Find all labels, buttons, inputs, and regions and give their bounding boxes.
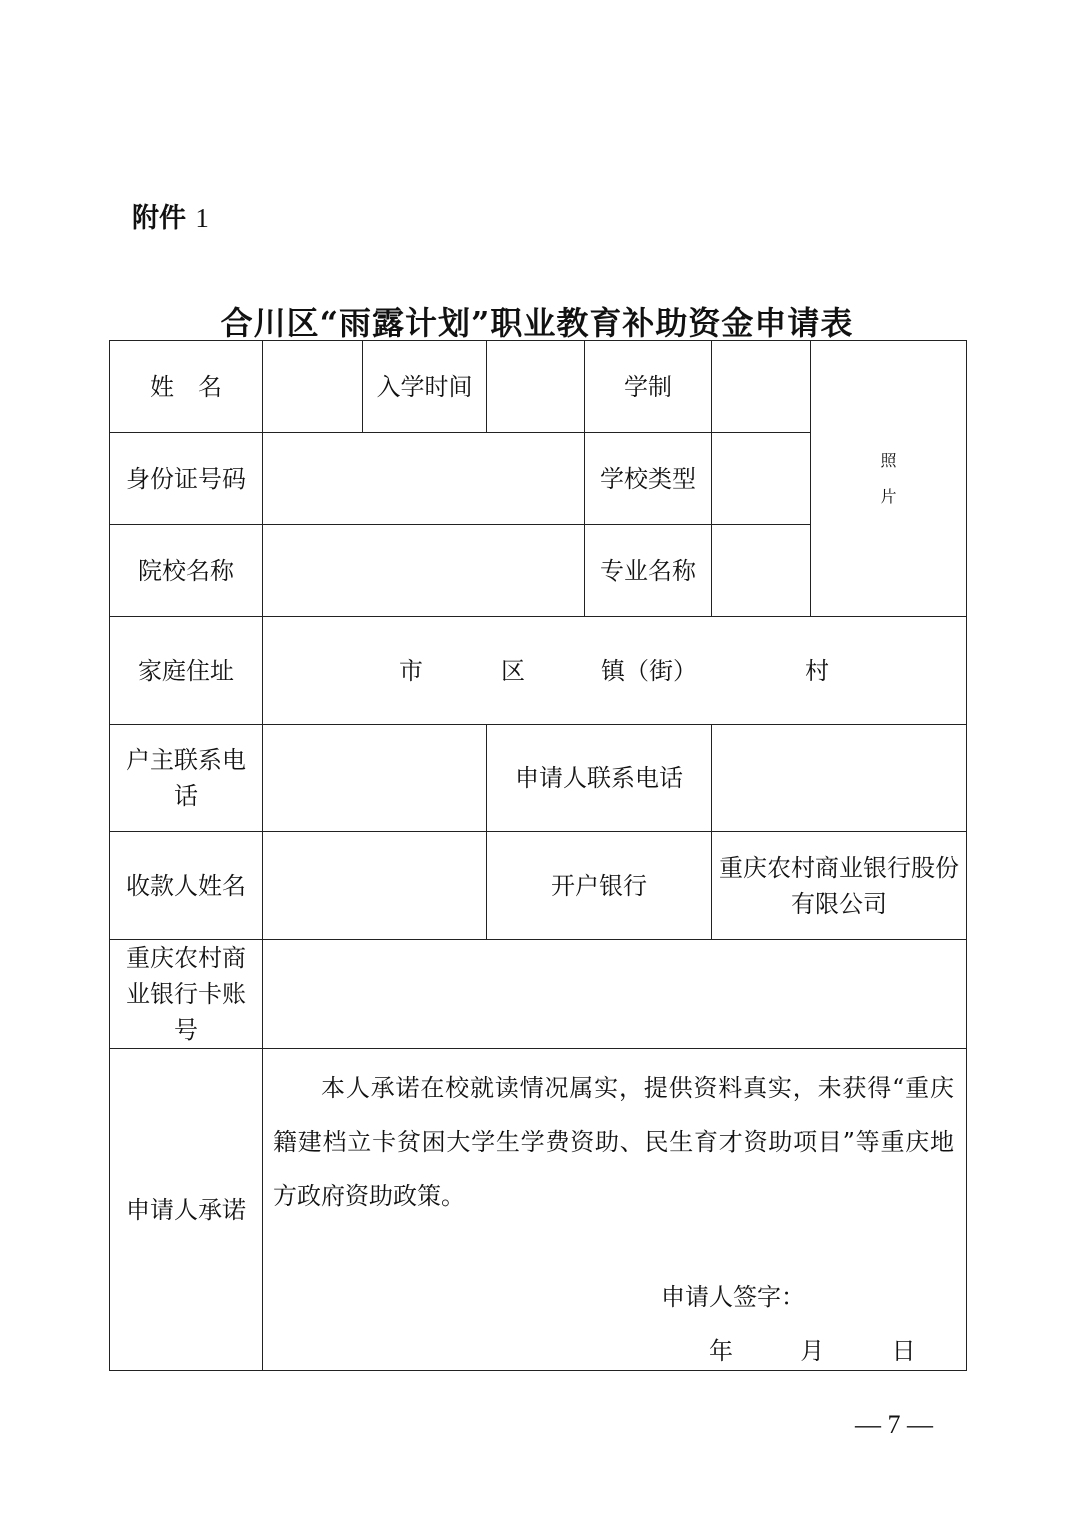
account-field[interactable] — [263, 940, 967, 1049]
signature-label[interactable]: 申请人签字： — [661, 1283, 805, 1311]
photo-label-1: 照 — [880, 450, 897, 470]
duration-label: 学制 — [585, 341, 712, 433]
major-field[interactable] — [712, 525, 811, 617]
attachment-label — [132, 196, 209, 235]
school-name-label: 院校名称 — [110, 525, 263, 617]
name-field[interactable] — [263, 341, 363, 433]
applicant-phone-field[interactable] — [712, 725, 967, 832]
form-title: 合川区“雨露计划”职业教育补助资金申请表 — [220, 304, 854, 342]
school-name-field[interactable] — [263, 525, 585, 617]
bank-value: 重庆农村商业银行股份有限公司 — [712, 832, 967, 940]
application-form-table — [109, 340, 967, 1371]
date-line[interactable] — [709, 1333, 916, 1369]
enroll-label: 入学时间 — [363, 341, 487, 433]
pledge-cell — [263, 1049, 967, 1371]
head-phone-label: 户主联系电话 — [110, 725, 263, 832]
date-year: 年 — [709, 1337, 733, 1365]
address-village: 村 — [805, 656, 829, 685]
account-label: 重庆农村商业银行卡账号 — [110, 940, 263, 1049]
date-month: 月 — [800, 1337, 825, 1365]
name-label: 姓 名 — [110, 341, 263, 433]
pledge-text: 本人承诺在校就读情况属实，提供资料真实，未获得“重庆籍建档立卡贫困大学生学费资助、民生育才资助项目”等重庆地方政府资助政策。 — [273, 1074, 954, 1210]
date-day: 日 — [891, 1337, 916, 1365]
address-city: 市 — [399, 656, 423, 685]
attachment-number: 1 — [195, 203, 209, 233]
payee-field[interactable] — [263, 832, 487, 940]
pledge-label: 申请人承诺 — [110, 1049, 263, 1371]
major-label: 专业名称 — [585, 525, 712, 617]
id-field[interactable] — [263, 433, 585, 525]
address-town: 镇（街） — [601, 656, 697, 685]
address-field[interactable] — [263, 617, 967, 725]
attachment-text: 附件 — [132, 203, 186, 234]
bank-label: 开户银行 — [487, 832, 712, 940]
applicant-phone-label: 申请人联系电话 — [487, 725, 712, 832]
address-district: 区 — [501, 656, 525, 685]
photo-box[interactable] — [811, 341, 967, 617]
enroll-field[interactable] — [487, 341, 585, 433]
id-label: 身份证号码 — [110, 433, 263, 525]
school-type-field[interactable] — [712, 433, 811, 525]
school-type-label: 学校类型 — [585, 433, 712, 525]
page-number: — 7 — — [855, 1410, 933, 1439]
head-phone-field[interactable] — [263, 725, 487, 832]
payee-label: 收款人姓名 — [110, 832, 263, 940]
duration-field[interactable] — [712, 341, 811, 433]
address-label: 家庭住址 — [110, 617, 263, 725]
photo-label-2: 片 — [880, 486, 897, 506]
